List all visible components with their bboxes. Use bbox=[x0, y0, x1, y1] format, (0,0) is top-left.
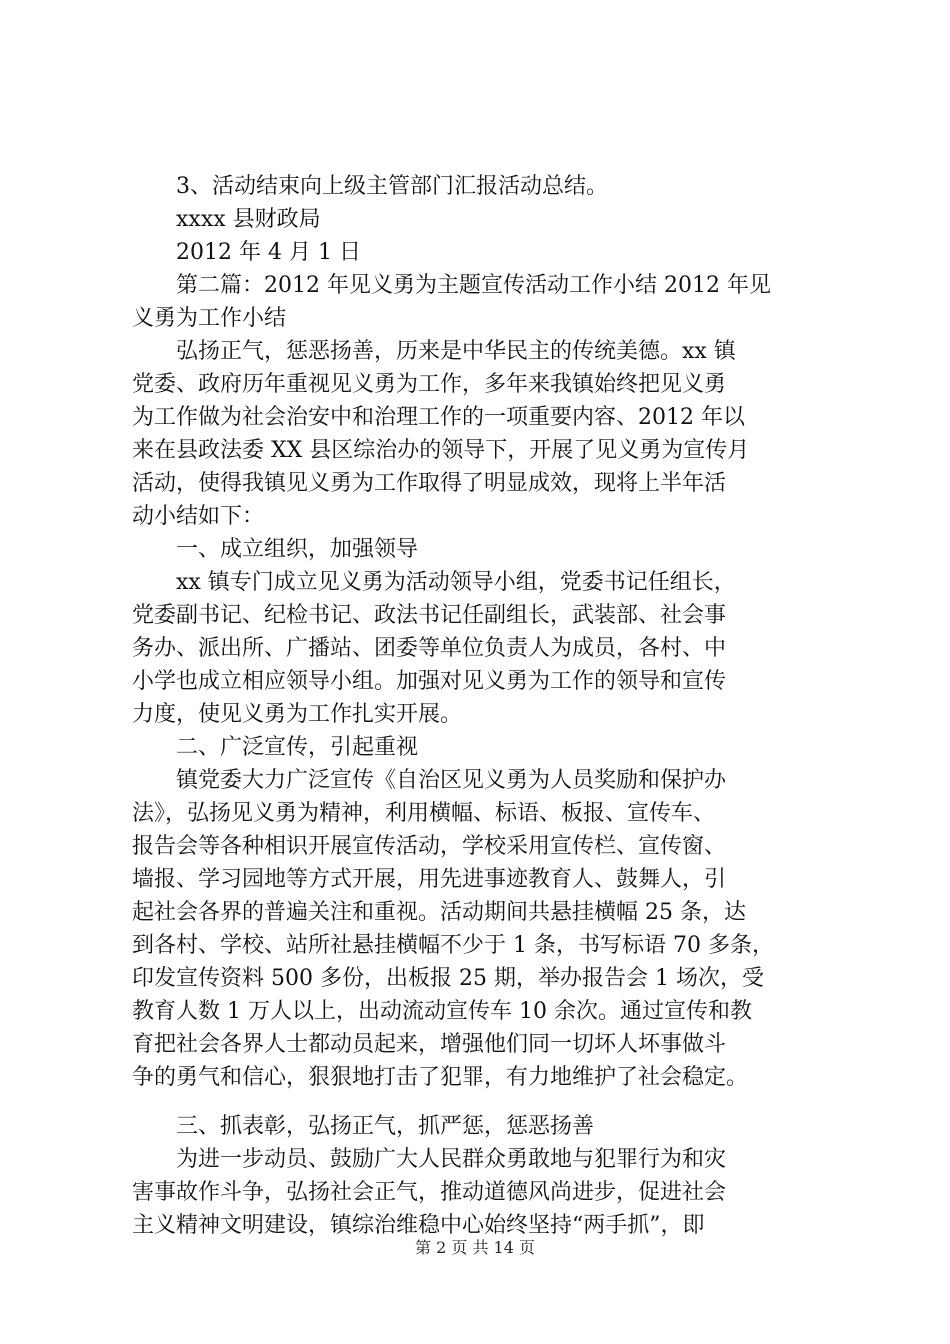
paragraph-gap bbox=[132, 1094, 832, 1110]
paragraph-line: 墙报、学习园地等方式开展，用先进事迹教育人、鼓舞人，引 bbox=[132, 867, 727, 892]
heading-3: 三、抓表彰，弘扬正气，抓严惩，惩恶扬善 bbox=[176, 1114, 595, 1139]
paragraph-line: xx 镇专门成立见义勇为活动领导小组，党委书记任组长， bbox=[176, 570, 736, 595]
paragraph-line: 育把社会各界人士都动员起来，增强他们同一切坏人坏事做斗 bbox=[132, 1032, 727, 1057]
heading-1: 一、成立组织，加强领导 bbox=[176, 537, 419, 562]
paragraph-line: 小学也成立相应领导小组。加强对见义勇为工作的领导和宣传 bbox=[132, 669, 727, 694]
paragraph-line: 党委、政府历年重视见义勇为工作，多年来我镇始终把见义勇 bbox=[132, 372, 727, 397]
paragraph-line: 党委副书记、纪检书记、政法书记任副组长，武装部、社会事 bbox=[132, 603, 727, 628]
paragraph-line: 务办、派出所、广播站、团委等单位负责人为成员，各村、中 bbox=[132, 636, 727, 661]
paragraph-line: 动小结如下： bbox=[132, 504, 265, 529]
section-title: 第二篇：2012 年见义勇为主题宣传活动工作小结 2012 年见 bbox=[176, 273, 771, 298]
paragraph-line: 主义精神文明建设，镇综治维稳中心始终坚持“两手抓”，即 bbox=[132, 1213, 705, 1238]
paragraph-line: 害事故作斗争，弘扬社会正气，推动道德风尚进步，促进社会 bbox=[132, 1180, 727, 1205]
paragraph-line: 法》，弘扬见义勇为精神，利用横幅、标语、板报、宣传车、 bbox=[132, 801, 716, 826]
paragraph-line: 为工作做为社会治安中和治理工作的一项重要内容、2012 年以 bbox=[132, 405, 745, 430]
section-title-cont: 义勇为工作小结 bbox=[132, 306, 287, 331]
paragraph-line: 为进一步动员、鼓励广大人民群众勇敢地与犯罪行为和灾 bbox=[176, 1147, 727, 1172]
paragraph-line: 争的勇气和信心，狠狠地打击了犯罪，有力地维护了社会稳定。 bbox=[132, 1065, 749, 1090]
paragraph-line: 起社会各界的普遍关注和重视。活动期间共悬挂横幅 25 条，达 bbox=[132, 900, 746, 925]
text-line: 3、活动结束向上级主管部门汇报活动总结。 bbox=[176, 174, 608, 199]
paragraph-line: 镇党委大力广泛宣传《自治区见义勇为人员奖励和保护办 bbox=[176, 768, 727, 793]
paragraph-line: 报告会等各种相识开展宣传活动，学校采用宣传栏、宣传窗、 bbox=[132, 834, 727, 859]
paragraph-line: 来在县政法委 XX 县区综治办的领导下，开展了见义勇为宣传月 bbox=[132, 438, 750, 463]
paragraph-line: 印发宣传资料 500 多份，出板报 25 期，举办报告会 1 场次，受 bbox=[132, 966, 764, 991]
paragraph-line: 教育人数 1 万人以上，出动流动宣传车 10 余次。通过宣传和教 bbox=[132, 999, 752, 1024]
paragraph-line: 活动，使得我镇见义勇为工作取得了明显成效，现将上半年活 bbox=[132, 471, 727, 496]
paragraph-line: 弘扬正气，惩恶扬善，历来是中华民主的传统美德。xx 镇 bbox=[176, 339, 736, 364]
page-footer bbox=[0, 1238, 950, 1258]
paragraph-line: 到各村、学校、站所社悬挂横幅不少于 1 条，书写标语 70 多条， bbox=[132, 933, 774, 958]
document-body bbox=[132, 170, 832, 1242]
signature-org: xxxx 县财政局 bbox=[176, 207, 321, 232]
paragraph-line: 力度，使见义勇为工作扎实开展。 bbox=[132, 702, 463, 727]
heading-2: 二、广泛宣传，引起重视 bbox=[176, 735, 419, 760]
page-number: 第 2 页 共 14 页 bbox=[415, 1238, 535, 1257]
signature-date: 2012 年 4 月 1 日 bbox=[176, 240, 361, 265]
